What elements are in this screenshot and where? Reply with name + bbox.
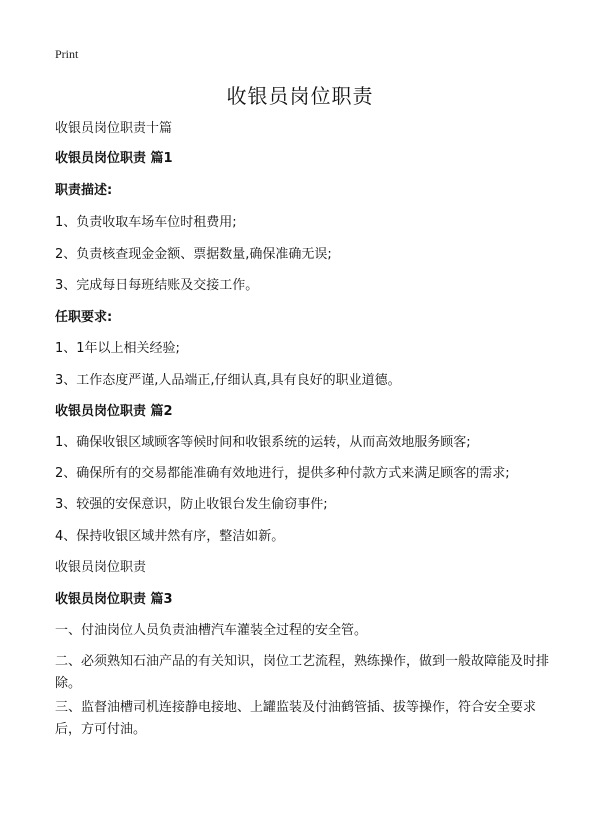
intro-text: 收银员岗位职责十篇 bbox=[55, 121, 173, 136]
list-item: 3、工作态度严谨,人品端正,仔细认真,具有良好的职业道德。 bbox=[55, 373, 401, 388]
section-1-heading: 收银员岗位职责 篇1 bbox=[55, 151, 173, 166]
list-item: 三、监督油槽司机连接静电接地、上罐监装及付油鹤管插、拔等操作，符合安全要求后，方可付油。 bbox=[55, 700, 537, 737]
list-item: 1、1年以上相关经验; bbox=[55, 341, 180, 356]
list-item: 2、负责核查现金金额、票据数量,确保准确无误; bbox=[55, 247, 332, 262]
list-item: 3、完成每日每班结账及交接工作。 bbox=[55, 278, 259, 293]
list-item: 二、必须熟知石油产品的有关知识，岗位工艺流程，熟练操作，做到一般故障能及时排除。 bbox=[55, 654, 550, 691]
list-item: 4、保持收银区域井然有序，整洁如新。 bbox=[55, 529, 285, 544]
list-item: 3、较强的安保意识，防止收银台发生偷窃事件; bbox=[55, 497, 328, 512]
list-item: 一、付油岗位人员负责油槽汽车灌装全过程的安全管。 bbox=[55, 623, 368, 638]
section-2-trailer: 收银员岗位职责 bbox=[55, 560, 147, 575]
list-item: 1、确保收银区域顾客等候时间和收银系统的运转，从而高效地服务顾客; bbox=[55, 435, 471, 450]
list-item: 1、负责收取车场车位时租费用; bbox=[55, 215, 237, 230]
page-title: 收银员岗位职责 bbox=[226, 84, 374, 108]
print-label: Print bbox=[55, 47, 79, 61]
section-3-heading: 收银员岗位职责 篇3 bbox=[55, 592, 173, 607]
section-2-heading: 收银员岗位职责 篇2 bbox=[55, 404, 173, 419]
section-1-desc-heading: 职责描述: bbox=[55, 183, 113, 198]
list-item: 2、确保所有的交易都能准确有效地进行，提供多种付款方式来满足顾客的需求; bbox=[55, 466, 510, 481]
section-1-req-heading: 任职要求: bbox=[55, 310, 113, 325]
